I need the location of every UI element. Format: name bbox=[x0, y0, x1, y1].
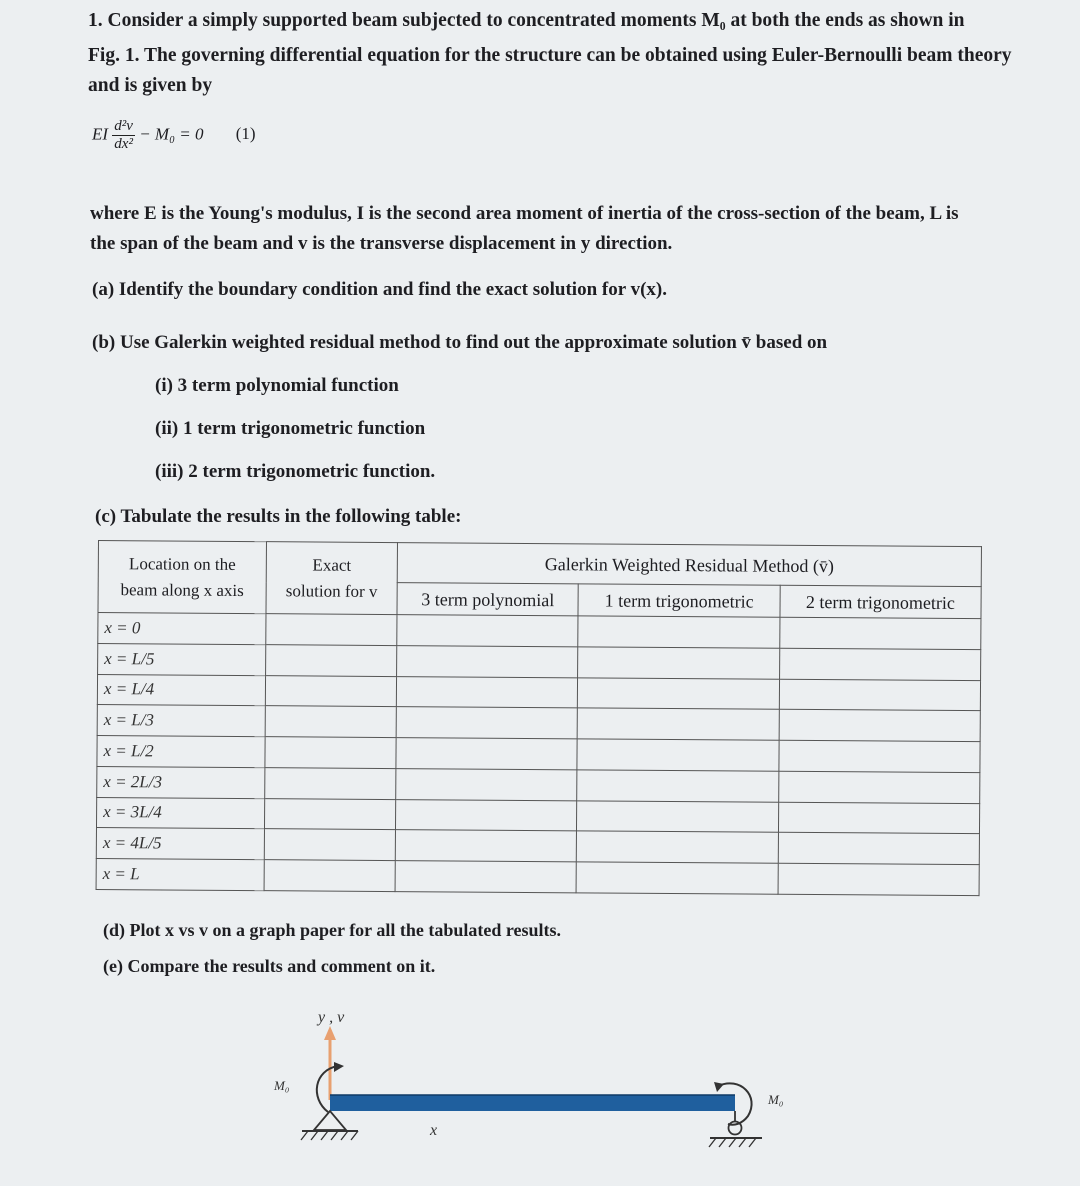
cell-exact[interactable] bbox=[264, 860, 395, 892]
cell-trig1[interactable] bbox=[578, 647, 779, 679]
cell-trig1[interactable] bbox=[578, 708, 779, 740]
cell-poly[interactable] bbox=[396, 768, 578, 800]
row-location: x = L/2 bbox=[97, 736, 265, 768]
equation-rest: − M₀ = 0 bbox=[139, 124, 204, 144]
cell-trig2[interactable] bbox=[779, 648, 981, 680]
cell-trig1[interactable] bbox=[576, 862, 777, 894]
cell-trig1[interactable] bbox=[577, 831, 778, 863]
equation-denominator: dx² bbox=[114, 136, 133, 152]
cell-exact[interactable] bbox=[264, 829, 395, 861]
row-location: x = 3L/4 bbox=[96, 797, 264, 829]
beam-figure bbox=[270, 1000, 810, 1186]
x-axis-label: x bbox=[430, 1122, 438, 1139]
part-c: (c) Tabulate the results in the following table: bbox=[95, 506, 462, 527]
cell-trig2[interactable] bbox=[778, 833, 980, 865]
cell-exact[interactable] bbox=[266, 644, 397, 676]
cell-trig1[interactable] bbox=[578, 677, 779, 709]
header-2-term-trigonometric: 2 term trigonometric bbox=[780, 585, 982, 618]
row-location: x = 2L/3 bbox=[97, 766, 265, 798]
header-exact bbox=[266, 542, 397, 615]
cell-poly[interactable] bbox=[396, 676, 578, 708]
cell-poly[interactable] bbox=[395, 861, 577, 893]
cell-poly[interactable] bbox=[395, 830, 577, 862]
intro-line-2: Fig. 1. The governing differential equation for the structure can be obtained using Euler-Bernoulli beam theory bbox=[88, 45, 1012, 66]
cell-poly[interactable] bbox=[397, 645, 579, 677]
part-b: (b) Use Galerkin weighted residual method to find out the approximate solution v̄ based on bbox=[92, 332, 828, 353]
header-1-term-trigonometric: 1 term trigonometric bbox=[578, 584, 779, 617]
cell-poly[interactable] bbox=[396, 738, 578, 770]
row-location: x = 0 bbox=[98, 613, 266, 645]
part-b-item-1: (i) 3 term polynomial function bbox=[155, 375, 399, 396]
cell-trig1[interactable] bbox=[578, 616, 779, 648]
cell-exact[interactable] bbox=[265, 737, 396, 769]
where-line-2: the span of the beam and v is the transverse displacement in y direction. bbox=[90, 233, 673, 254]
governing-equation bbox=[92, 118, 256, 153]
right-moment-label: M₀ bbox=[768, 1092, 784, 1107]
cell-trig2[interactable] bbox=[778, 802, 980, 834]
cell-poly[interactable] bbox=[396, 707, 578, 739]
header-exact-line-1: Exact bbox=[312, 554, 352, 575]
pin-support-hatch bbox=[301, 1131, 358, 1140]
cell-trig2[interactable] bbox=[779, 710, 981, 742]
cell-exact[interactable] bbox=[265, 675, 396, 707]
cell-trig2[interactable] bbox=[778, 863, 980, 895]
results-table bbox=[96, 540, 982, 896]
header-location-line-1: Location on the bbox=[128, 553, 236, 574]
cell-exact[interactable] bbox=[265, 767, 396, 799]
cell-trig1[interactable] bbox=[577, 739, 778, 771]
cell-trig2[interactable] bbox=[779, 679, 981, 711]
row-location: x = L/4 bbox=[97, 674, 265, 706]
part-b-item-3: (iii) 2 term trigonometric function. bbox=[155, 461, 436, 482]
cell-exact[interactable] bbox=[264, 798, 395, 830]
header-location-line-2: beam along x axis bbox=[120, 579, 244, 600]
cell-poly[interactable] bbox=[397, 615, 579, 647]
cell-poly[interactable] bbox=[395, 799, 577, 831]
cell-trig1[interactable] bbox=[577, 800, 778, 832]
left-moment-label: M₀ bbox=[274, 1078, 290, 1093]
part-d: (d) Plot x vs v on a graph paper for all the tabulated results. bbox=[103, 920, 562, 940]
equation-numerator: d²v bbox=[114, 118, 133, 134]
header-3-term-polynomial: 3 term polynomial bbox=[397, 583, 579, 616]
cell-trig1[interactable] bbox=[577, 770, 778, 802]
part-e: (e) Compare the results and comment on it. bbox=[103, 956, 436, 976]
cell-trig2[interactable] bbox=[778, 771, 980, 803]
row-location: x = L/3 bbox=[97, 705, 265, 737]
cell-exact[interactable] bbox=[266, 614, 397, 646]
part-a: (a) Identify the boundary condition and find the exact solution for v(x). bbox=[92, 279, 667, 300]
row-location: x = L/5 bbox=[98, 643, 266, 675]
pin-support bbox=[314, 1111, 346, 1130]
header-galerkin: Galerkin Weighted Residual Method (v̄) bbox=[397, 543, 981, 587]
roller-hatch bbox=[709, 1138, 756, 1147]
table-row bbox=[96, 859, 979, 896]
equation-fraction bbox=[112, 118, 135, 153]
part-b-item-2: (ii) 1 term trigonometric function bbox=[155, 418, 426, 439]
where-line-1: where E is the Young's modulus, I is the second area moment of inertia of the cross-section of the beam, L is bbox=[90, 203, 959, 224]
equation-prefix: EI bbox=[92, 124, 109, 144]
cell-trig2[interactable] bbox=[779, 740, 981, 772]
row-location: x = L bbox=[96, 859, 264, 891]
intro-line-3: and is given by bbox=[88, 75, 213, 96]
cell-exact[interactable] bbox=[265, 706, 396, 738]
left-moment-arrowhead bbox=[334, 1062, 344, 1072]
axis-label: y , v bbox=[318, 1009, 345, 1026]
intro-line-1: 1. Consider a simply supported beam subjected to concentrated moments M₀ at both the ends as shown in bbox=[88, 10, 965, 31]
beam bbox=[330, 1095, 735, 1111]
cell-trig2[interactable] bbox=[779, 617, 981, 649]
equation-number: (1) bbox=[235, 124, 256, 144]
row-location: x = 4L/5 bbox=[96, 828, 264, 860]
header-exact-line-2: solution for v bbox=[285, 580, 378, 601]
y-axis-arrow bbox=[324, 1026, 336, 1040]
header-location bbox=[98, 541, 266, 614]
